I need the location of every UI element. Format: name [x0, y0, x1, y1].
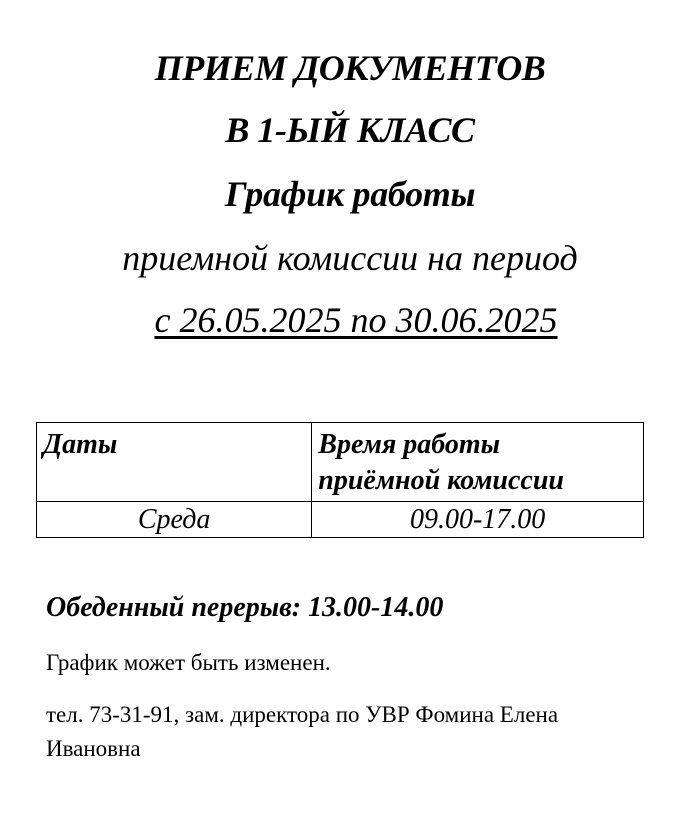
period-dates: с 26.05.2025 по 30.06.2025 [154, 300, 558, 340]
schedule-heading: График работы [224, 174, 476, 214]
lunch-break: Обеденный перерыв: 13.00-14.00 [46, 592, 444, 623]
schedule-subheading: приемной комиссии на период [122, 238, 578, 278]
schedule-note: График может быть изменен. [46, 650, 331, 675]
header-dates-label: Даты [43, 429, 118, 460]
table-row [37, 501, 644, 538]
day-cell: Среда [37, 501, 312, 538]
header-hours [312, 423, 644, 502]
header-hours-label-2: приёмной комиссии [318, 464, 564, 496]
title-line-2: В 1-ЫЙ КЛАСС [225, 110, 475, 150]
contact-info: тел. 73-31-91, зам. директора по УВР Фомина Елена Ивановна [46, 702, 559, 761]
title-line-1: ПРИЕМ ДОКУМЕНТОВ [154, 48, 546, 88]
period-line [6, 302, 700, 338]
hours-cell: 09.00-17.00 [312, 501, 644, 538]
table-header-row [37, 423, 644, 502]
header-hours-label-1: Время работы [318, 429, 501, 460]
schedule-table [36, 422, 644, 538]
header-dates [37, 423, 312, 502]
